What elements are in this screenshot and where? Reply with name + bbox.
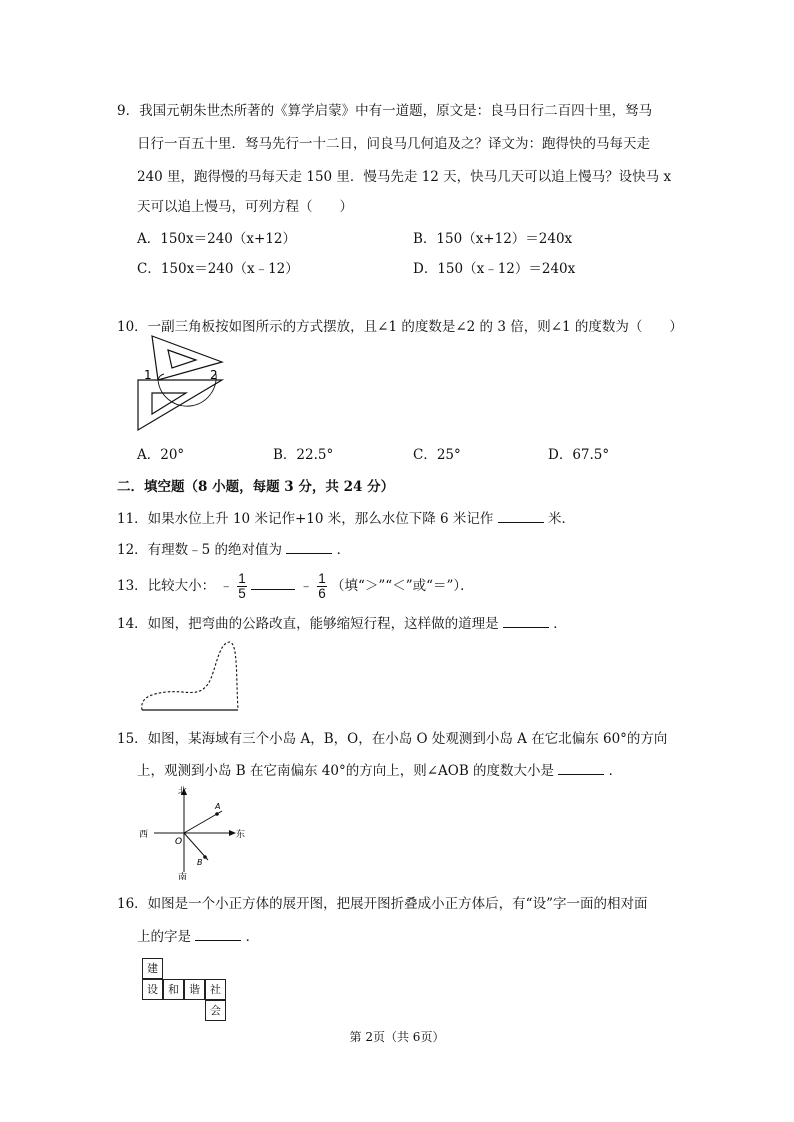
page-footer: 第 2页（共 6页） [349,1030,445,1044]
west-label: 西 [139,830,149,840]
q9-line-2: 日行一百五十里．驽马先行一十二日，问良马几何追及之？译文为：跑得快的马每天走 [137,136,650,152]
angle-2-label: 2 [210,368,218,382]
upper-inner-triangle [168,350,196,368]
point-b [203,855,207,859]
q10-option-c: C．25° [413,447,461,463]
section-title: 二．填空题（8 小题，每题 3 分，共 24 分） [117,479,395,495]
q12 [117,539,350,560]
fraction-2-denominator: 6 [318,586,326,601]
compass-figure [136,784,248,880]
q14-answer-blank[interactable] [503,613,549,628]
east-label: 东 [236,830,246,840]
south-label: 南 [178,873,188,880]
q9-option-a: A．150x＝240（x+12） [137,231,297,247]
q16-answer-blank[interactable] [195,926,241,941]
point-a [215,812,219,816]
fraction-one-fifth [237,572,247,601]
q9-line-1: 9．我国元朝朱世杰所著的《算学启蒙》中有一道题，原文是：良马日行二百四十里，驽马 [117,103,653,119]
q9-option-c: C．150x＝240（x﹣12） [137,261,299,277]
road-figure [138,638,242,716]
q9-option-b: B．150（x+12）＝240x [413,231,573,247]
q14-text: 14．如图，把弯曲的公路改直，能够缩短行程，这样做的道理是 [117,616,499,632]
east-arrow-icon [229,830,236,836]
set-square-figure [130,318,230,433]
q10-option-b: B．22.5° [273,447,334,463]
net-cell: 设 [142,979,163,1000]
q16-line-1: 16．如图是一个小正方体的展开图，把展开图折叠成小正方体后，有“设”字一面的相对面 [117,896,648,912]
fraction-one-sixth [317,572,327,601]
q13-minus-2: ﹣ [299,578,313,594]
q13 [117,570,474,602]
net-cell: 建 [142,958,163,979]
north-label: 北 [178,787,188,797]
q13-minus-1: ﹣ [219,578,233,594]
q12-suffix: ． [336,542,351,558]
q13-suffix: （填“＞”“＜”或“＝”）． [331,578,474,594]
q13-text: 13．比较大小： [117,578,216,594]
fraction-1-denominator: 5 [238,586,246,601]
q14-suffix: ． [553,616,567,632]
b-label: B [197,858,203,867]
q15-text: 上，观测到小岛 B 在它南偏东 40°的方向上，则∠AOB 的度数大小是 [137,763,555,779]
q15-line-2 [137,760,622,781]
angle-1-label: 1 [144,368,152,382]
q9-line-4: 天可以追上慢马，可列方程（ ） [137,199,353,215]
q10-line-1: 10．一副三角板按如图所示的方式摆放，且∠1 的度数是∠2 的 3 倍，则∠1 的度数为（ ） [117,319,683,335]
net-cell: 社 [205,979,226,1000]
q10-option-d: D．67.5° [548,447,610,463]
q12-text: 12．有理数﹣5 的绝对值为 [117,542,283,558]
o-label: O [175,837,183,847]
q12-answer-blank[interactable] [286,539,332,554]
net-cell: 和 [163,979,184,1000]
q13-answer-blank[interactable] [251,575,295,590]
q9-line-3: 240 里，跑得慢的马每天走 150 里．慢马先走 12 天，快马几天可以追上慢马？设快马 x [137,169,672,185]
q15-line-1: 15．如图，某海域有三个小岛 A，B，O，在小岛 O 处观测到小岛 A 在它北偏东 60°的方向 [117,731,668,747]
net-cell: 会 [205,1000,226,1021]
q14 [117,613,567,634]
q16-suffix: ． [245,929,260,945]
net-cell: 谐 [184,979,205,1000]
fraction-2-numerator: 1 [318,571,326,586]
q11-text: 11．如果水位上升 10 米记作+10 米，那么水位下降 6 米记作 [117,511,494,527]
q11-suffix: 米． [548,511,575,527]
q9-option-d: D．150（x﹣12）＝240x [413,261,576,277]
a-label: A [215,802,221,811]
q15-suffix: ． [608,763,623,779]
q11 [117,508,575,529]
q16-line-2 [137,926,259,947]
curved-road-path [142,642,238,710]
fraction-1-numerator: 1 [238,571,246,586]
q10-option-a: A．20° [137,447,185,463]
q11-answer-blank[interactable] [498,508,544,523]
q16-text: 上的字是 [137,929,191,945]
q15-answer-blank[interactable] [558,760,604,775]
